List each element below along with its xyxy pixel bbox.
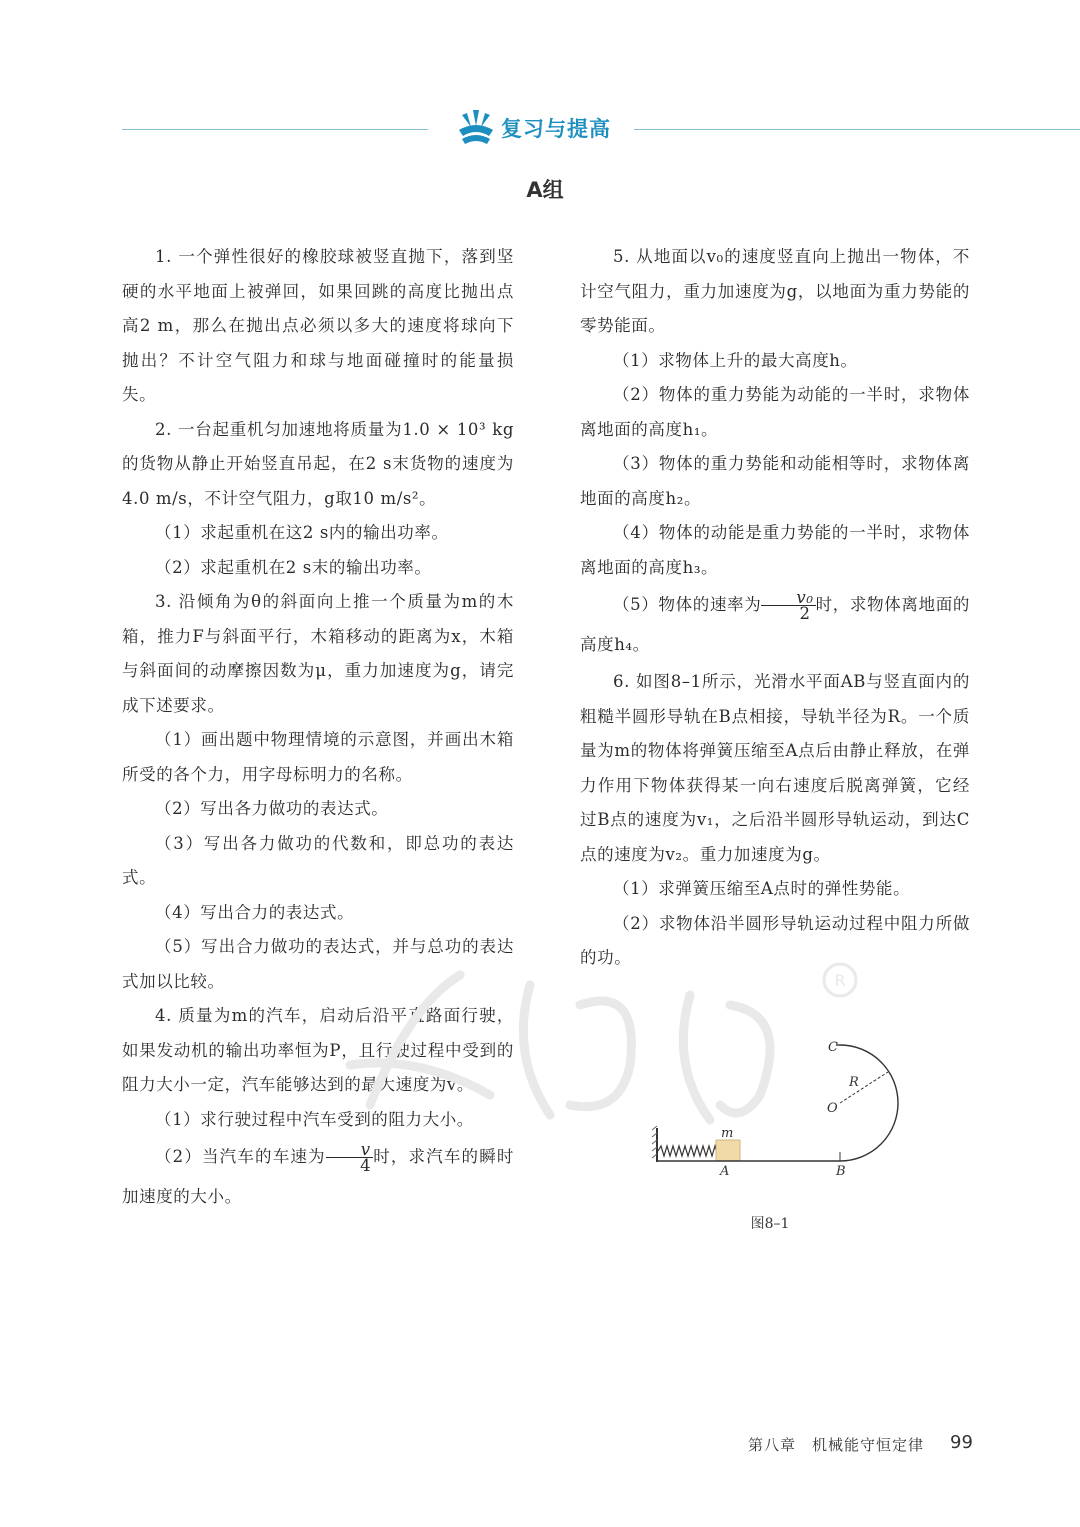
spring <box>658 1146 721 1156</box>
problem-5-part-2: （2）物体的重力势能为动能的一半时，求物体离地面的高度h₁。 <box>580 385 970 439</box>
fraction-v-over-4: $\frac{v}{4}$ <box>326 1142 373 1173</box>
problem-1: 1. 一个弹性很好的橡胶球被竖直抛下，落到坚硬的水平地面上被弹回，如果回跳的高度比抛出点高2 m，那么在抛出点必须以多大的速度将球向下抛出？不计空气阻力和球与地面碰撞时的能量损失。 <box>122 247 514 404</box>
problem-5-part-3: （3）物体的重力势能和动能相等时，求物体离地面的高度h₂。 <box>580 454 970 508</box>
problem-5-part-1: （1）求物体上升的最大高度h。 <box>613 350 858 370</box>
svg-text:R: R <box>834 971 846 990</box>
problem-3: 3. 沿倾角为θ的斜面向上推一个质量为m的木箱，推力F与斜面平行，木箱移动的距离为x，木箱与斜面间的动摩擦因数为μ，重力加速度为g，请完成下述要求。 <box>122 592 514 715</box>
problem-6: 6. 如图8–1所示，光滑水平面AB与竖直面内的粗糙半圆形导轨在B点相接，导轨半径为R。一个质量为m的物体将弹簧压缩至A点后由静止释放，在弹力作用下物体获得某一向右速度后脱离弹簧，它经过B点的速度为v₁，之后沿半圆形导轨运动，到达C点的速度为v₂。重力加速度为g。 <box>580 672 970 864</box>
section-title: 复习与提高 <box>501 117 611 141</box>
problem-2: 2. 一台起重机匀加速地将质量为1.0 × 10³ kg的货物从静止开始竖直吊起，在2 s末货物的速度为4.0 m/s，不计空气阻力，g取10 m/s²。 <box>122 419 514 508</box>
footer-chapter: 第八章 机械能守恒定律 <box>748 1436 925 1454</box>
right-column <box>580 240 970 976</box>
problem-2-part-2: （2）求起重机在2 s末的输出功率。 <box>155 557 432 577</box>
fraction-v0-over-2: $\frac{\text{v₀}}{2}$ <box>761 590 815 621</box>
problem-3-part-1: （1）画出题中物理情境的示意图，并画出木箱所受的各个力，用字母标明力的名称。 <box>122 730 514 784</box>
left-column <box>122 240 514 1217</box>
header-rule-left <box>122 129 428 130</box>
radius-line <box>840 1072 888 1103</box>
label-R: R <box>849 1075 859 1090</box>
problem-5-part-5: （5）物体的速率为 $\frac{\text{v₀}}{2}$ 时，求物体离地面的高度h₄。 <box>580 588 970 654</box>
problem-2-part-1: （1）求起重机在这2 s内的输出功率。 <box>155 523 449 542</box>
problem-4-part-1: （1）求行驶过程中汽车受到的阻力大小。 <box>155 1109 474 1129</box>
problem-5: 5. 从地面以v₀的速度竖直向上抛出一物体，不计空气阻力，重力加速度为g，以地面为重力势能的零势能面。 <box>580 247 970 335</box>
problem-5-part-4: （4）物体的动能是重力势能的一半时，求物体离地面的高度h₃。 <box>580 523 970 577</box>
label-B: B <box>836 1164 846 1179</box>
problem-3-part-2: （2）写出各力做功的表达式。 <box>155 799 389 818</box>
semicircle-track <box>840 1045 898 1161</box>
problem-6-part-1: （1）求弹簧压缩至A点时的弹性势能。 <box>613 879 911 898</box>
problem-4-part-2: （2）当汽车的车速为 $\frac{v}{4}$ 时，求汽车的瞬时加速度的大小。 <box>122 1140 514 1206</box>
block-m <box>716 1140 740 1161</box>
label-A: A <box>720 1164 730 1179</box>
header-rule-right <box>634 129 1080 130</box>
page-number: 99 <box>950 1432 973 1453</box>
label-C: C <box>828 1040 838 1055</box>
group-title: A组 <box>526 178 564 202</box>
label-m: m <box>721 1126 734 1141</box>
problem-4: 4. 质量为m的汽车，启动后沿平直路面行驶，如果发动机的输出功率恒为P，且行驶过程中受到的阻力大小一定，汽车能够达到的最大速度为v。 <box>122 1006 514 1094</box>
review-logo-icon <box>455 106 497 148</box>
problem-3-part-5: （5）写出合力做功的表达式，并与总功的表达式加以比较。 <box>122 937 514 991</box>
figure-caption: 图8–1 <box>750 1216 790 1232</box>
figure-8-1-diagram <box>650 1030 910 1180</box>
problem-3-part-3: （3）写出各力做功的代数和，即总功的表达式。 <box>122 833 514 887</box>
problem-6-part-2: （2）求物体沿半圆形导轨运动过程中阻力所做的功。 <box>580 913 970 967</box>
label-O: O <box>827 1101 838 1116</box>
problem-3-part-4: （4）写出合力的表达式。 <box>155 902 355 922</box>
